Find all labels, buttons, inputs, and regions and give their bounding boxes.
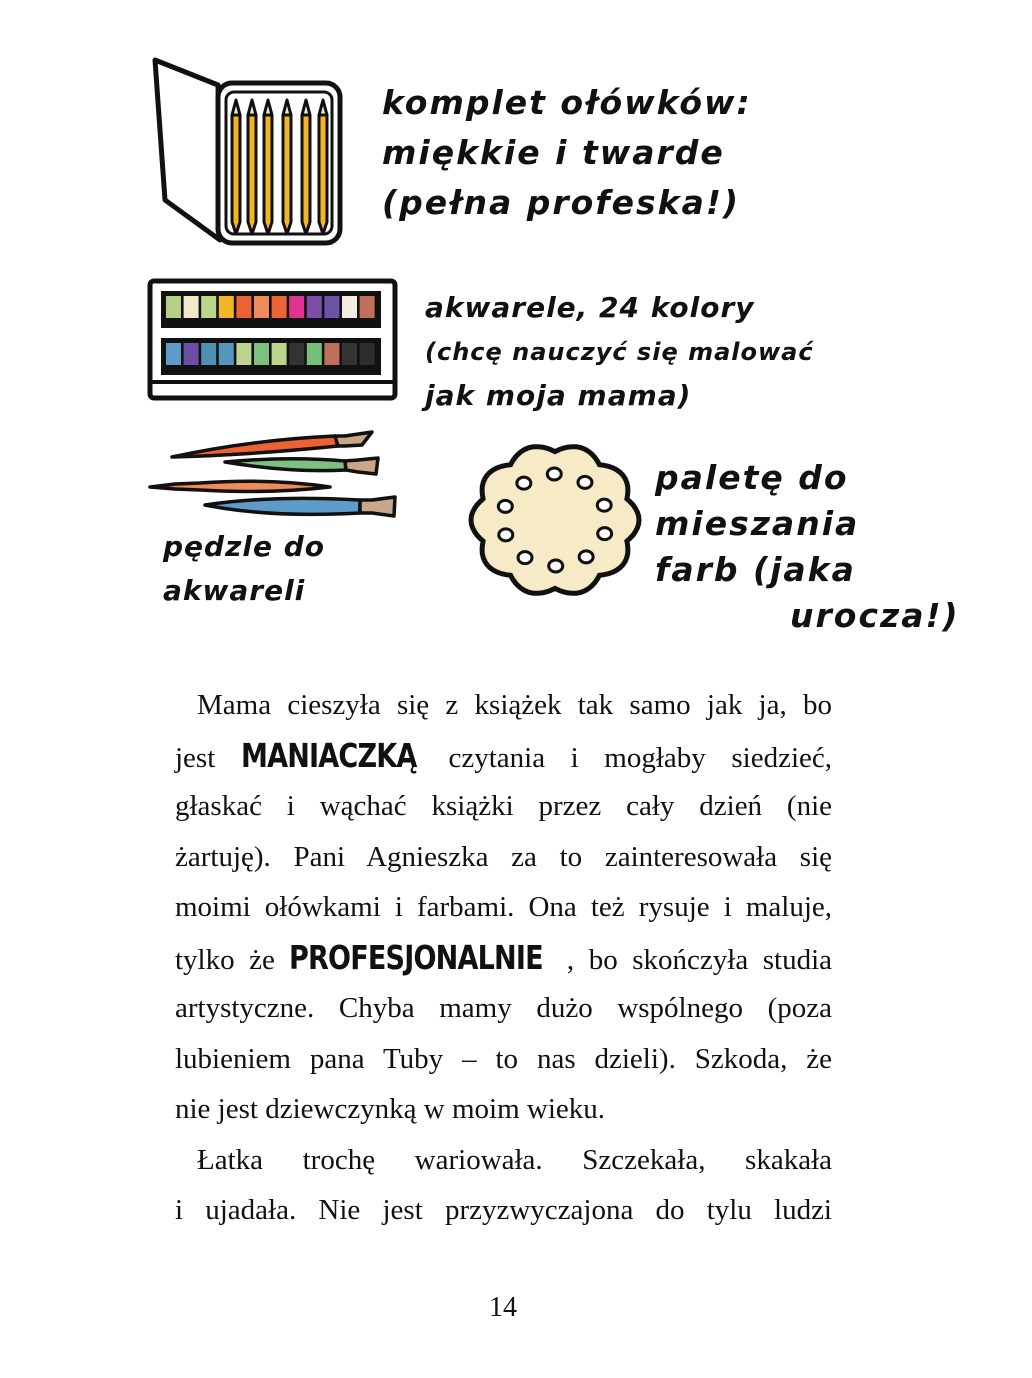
text-segment: moimi ołówkami i farbami. Ona też rysuje i maluje, [175, 891, 832, 923]
text-line [175, 1084, 832, 1135]
pencil-icon [264, 115, 272, 234]
paint-pan [342, 296, 357, 318]
label-line: jak moja mama) [425, 379, 692, 412]
text-segment: artystyczne. Chyba mamy dużo wspólnego (poza [175, 992, 832, 1024]
emphasized-word: PROFESJONALNIE [289, 937, 544, 977]
watercolor-box-icon [150, 281, 395, 398]
text-line [175, 731, 832, 782]
watercolors-label [425, 286, 814, 418]
paint-pan [324, 343, 339, 365]
label-line: paletę do [655, 458, 849, 497]
paint-well [499, 529, 513, 541]
paint-pan [289, 343, 304, 365]
text-segment: nie jest dziewczynką w moim wieku. [175, 1093, 606, 1125]
label-line: komplet ołówków: [382, 83, 752, 122]
text-line [175, 781, 832, 832]
paint-pan [254, 296, 269, 318]
paint-well [578, 476, 592, 488]
paint-pan [324, 296, 339, 318]
text-segment: , bo skończyła studia [566, 943, 832, 976]
paint-pan [307, 343, 322, 365]
text-line [175, 1185, 832, 1236]
pencil-icon [319, 115, 327, 234]
text-segment: czytania i mogłaby siedzieć, [422, 741, 832, 774]
paint-well [518, 552, 532, 564]
text-segment: i ujadała. Nie jest przyzwyczajona do tylu ludzi [175, 1194, 832, 1226]
pencil-icon [283, 115, 291, 234]
pencil-icon [248, 115, 256, 234]
label-line: mieszania [655, 504, 860, 543]
paint-well [547, 468, 561, 480]
body-text [175, 680, 832, 1236]
paint-pan [236, 343, 251, 365]
paint-pan [360, 343, 375, 365]
page-number: 14 [489, 1292, 517, 1323]
label-line: farb (jaka [655, 550, 856, 589]
palette-icon [471, 447, 639, 594]
text-line [175, 933, 832, 984]
text-line [175, 832, 832, 883]
pencils-label [382, 78, 752, 228]
paint-pan [219, 343, 234, 365]
text-line [175, 680, 832, 731]
text-segment: jest [175, 741, 241, 774]
text-line [175, 1034, 832, 1085]
paint-pan [254, 343, 269, 365]
paint-pan [166, 343, 181, 365]
label-line: miękkie i twarde [382, 133, 725, 172]
paint-pan [166, 296, 181, 318]
paint-pan [272, 296, 287, 318]
text-segment: głaskać i wąchać książki przez cały dzień (nie [175, 790, 832, 822]
emphasized-word: MANIACZKĄ [240, 735, 417, 775]
text-line [175, 1135, 832, 1186]
label-line: (chcę nauczyć się malować [425, 338, 814, 366]
palette-label [655, 455, 960, 639]
paint-pan [272, 343, 287, 365]
text-segment: żartuję). Pani Agnieszka za to zainteresowała się [175, 840, 832, 873]
paint-well [598, 528, 612, 540]
paint-well [579, 551, 593, 563]
paint-pan [360, 296, 375, 318]
text-segment: lubieniem pana Tuby – to nas dzieli). Szkoda, że [175, 1042, 832, 1075]
paint-pan [342, 343, 357, 365]
label-line: (pełna profeska!) [382, 183, 741, 222]
paint-pan [184, 296, 199, 318]
paint-pan [184, 343, 199, 365]
pencil-case-icon [155, 60, 340, 243]
paint-pan [201, 343, 216, 365]
text-segment: Mama cieszyła się z książek tak samo jak ja, bo [197, 689, 832, 721]
text-line [175, 983, 832, 1034]
brushes-icon [150, 432, 395, 516]
paint-pan [219, 296, 234, 318]
text-line [175, 882, 832, 933]
text-segment: tylko że [175, 943, 290, 976]
paint-pan [201, 296, 216, 318]
paint-well [517, 477, 531, 489]
label-line: pędzle do [163, 530, 325, 563]
text-segment: Łatka trochę wariowała. Szczekała, skakała [197, 1143, 832, 1176]
pencil-icon [302, 115, 310, 234]
label-line: akwarele, 24 kolory [425, 291, 755, 324]
paint-well [498, 500, 512, 512]
paint-pan [236, 296, 251, 318]
paint-pan [307, 296, 322, 318]
label-line: urocza!) [790, 596, 960, 635]
label-line: akwareli [163, 574, 306, 607]
brushes-label [163, 525, 325, 613]
paint-pan [289, 296, 304, 318]
paint-well [549, 560, 563, 572]
paint-well [597, 499, 611, 511]
pencil-icon [232, 115, 240, 234]
